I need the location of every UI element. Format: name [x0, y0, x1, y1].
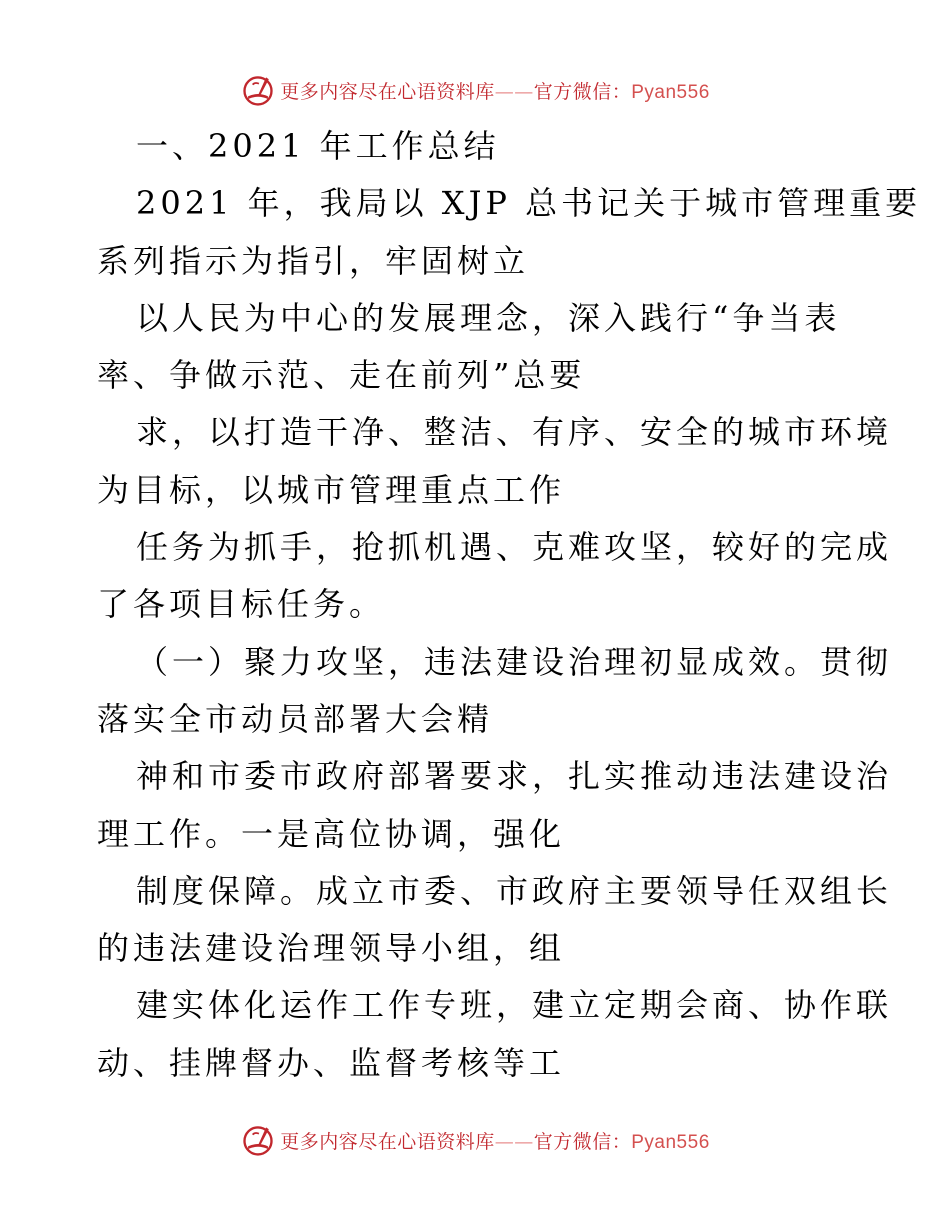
footer-watermark	[0, 1120, 950, 1160]
text-line: 率、争做示范、走在前列”总要	[97, 356, 586, 395]
text-line: 神和市委市政府部署要求，扎实推动违法建设治	[136, 757, 893, 796]
text-line: 以人民为中心的发展理念，深入践行“争当表	[136, 298, 841, 337]
watermark-main: 更多内容尽在心语资料库	[280, 1130, 495, 1153]
document-body	[97, 118, 922, 1092]
watermark-account-id: Pyan556	[631, 81, 710, 103]
text-line: 任务为抓手，抢抓机遇、克难攻坚，较好的完成	[136, 528, 893, 567]
text-line: 落实全市动员部署大会精	[97, 699, 494, 738]
watermark-account-label: 官方微信：	[533, 1130, 632, 1153]
watermark-account-label: 官方微信：	[533, 80, 632, 103]
text-line: 的违法建设治理领导小组，组	[97, 929, 566, 968]
watermark-account-id: Pyan556	[631, 1131, 710, 1153]
book-quill-logo-icon	[240, 72, 276, 108]
text-line: 求，以打造干净、整洁、有序、安全的城市环境	[136, 413, 893, 452]
text-line: 系列指示为指引，牢固树立	[97, 241, 530, 280]
text-line: 一、2021 年工作总结	[136, 127, 500, 165]
text-line: 理工作。一是高位协调，强化	[97, 814, 566, 853]
book-quill-logo-icon	[240, 1122, 276, 1158]
text-line: 了各项目标任务。	[97, 585, 386, 624]
watermark-text	[280, 1127, 710, 1154]
text-line: （一）聚力攻坚，违法建设治理初显成效。贯彻	[136, 642, 893, 681]
watermark-dash: ——	[494, 1130, 534, 1153]
text-line: 建实体化运作工作专班，建立定期会商、协作联	[136, 986, 893, 1025]
text-line: 动、挂牌督办、监督考核等工	[97, 1043, 566, 1082]
watermark-text	[280, 77, 710, 104]
text-line: 2021 年，我局以 XJP 总书记关于城市管理重要	[136, 184, 922, 223]
watermark-main: 更多内容尽在心语资料库	[280, 80, 495, 103]
header-watermark	[0, 70, 950, 110]
text-line: 为目标，以城市管理重点工作	[97, 470, 566, 509]
watermark-dash: ——	[494, 80, 534, 103]
text-line: 制度保障。成立市委、市政府主要领导任双组长	[136, 871, 893, 910]
